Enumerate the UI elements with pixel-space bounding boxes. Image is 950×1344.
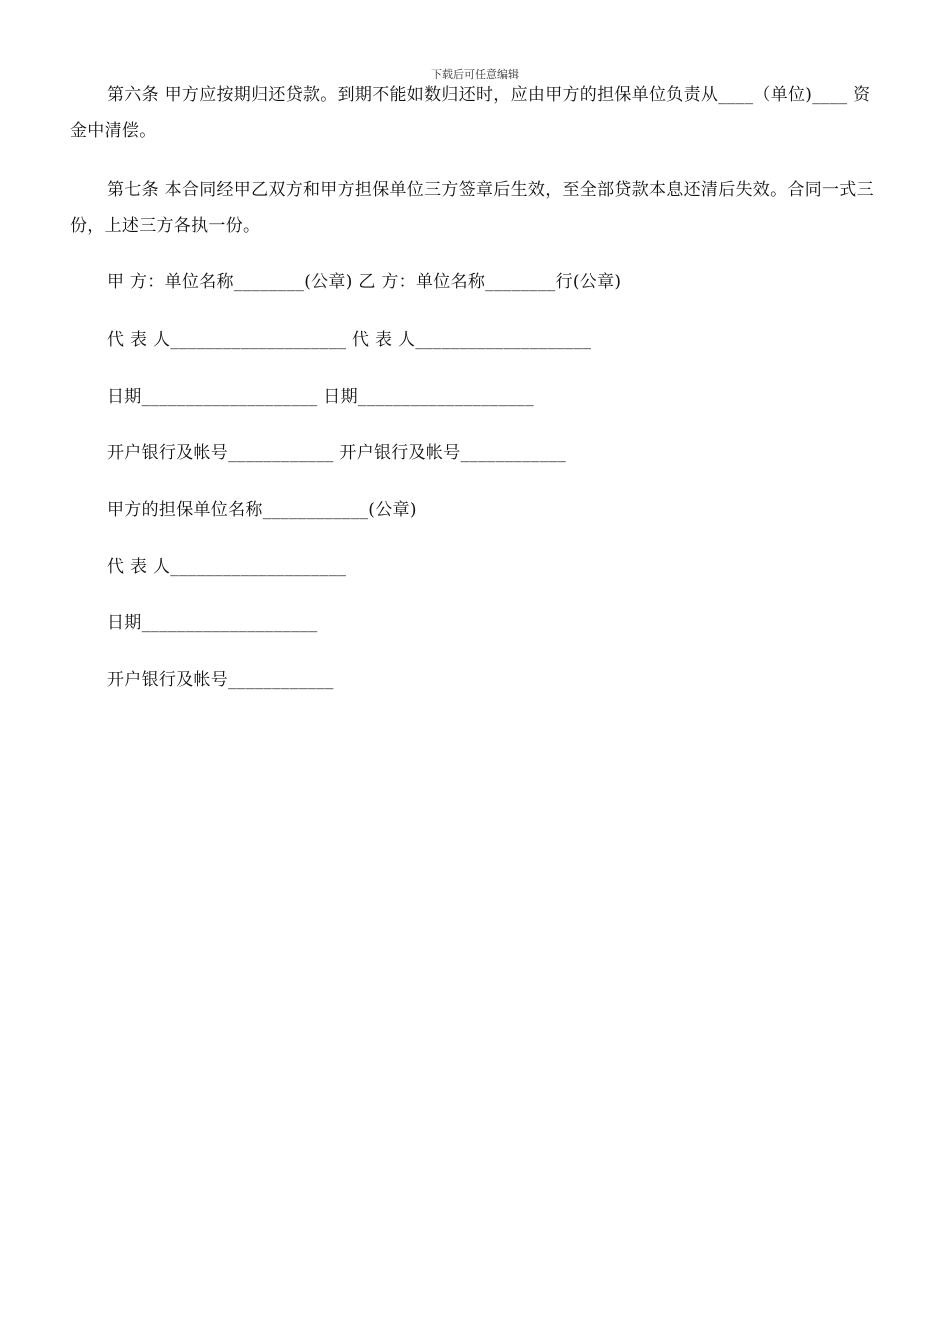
guarantor-name-line: 甲方的担保单位名称____________(公章) bbox=[107, 500, 417, 520]
guarantor-date-line: 日期____________________ bbox=[107, 613, 318, 633]
guarantor-representative-line: 代 表 人____________________ bbox=[107, 557, 347, 577]
dates-line: 日期____________________ 日期____________________ bbox=[107, 387, 534, 407]
party-names-line: 甲 方：单位名称________(公章) 乙 方：单位名称________行(公章) bbox=[107, 272, 622, 292]
article-7: 第七条 本合同经甲乙双方和甲方担保单位三方签章后生效，至全部贷款本息还清后失效。合同一式三份，上述三方各执一份。 bbox=[70, 180, 874, 236]
guarantor-bank-line: 开户银行及帐号____________ bbox=[107, 670, 334, 690]
header-note: 下载后可任意编辑 bbox=[431, 68, 519, 81]
article-6: 第六条 甲方应按期归还贷款。到期不能如数归还时，应由甲方的担保单位负责从____（单位)____ 资金中清偿。 bbox=[70, 85, 871, 141]
bank-accounts-line: 开户银行及帐号____________ 开户银行及帐号____________ bbox=[107, 443, 567, 463]
representatives-line: 代 表 人____________________ 代 表 人____________________ bbox=[107, 330, 592, 350]
